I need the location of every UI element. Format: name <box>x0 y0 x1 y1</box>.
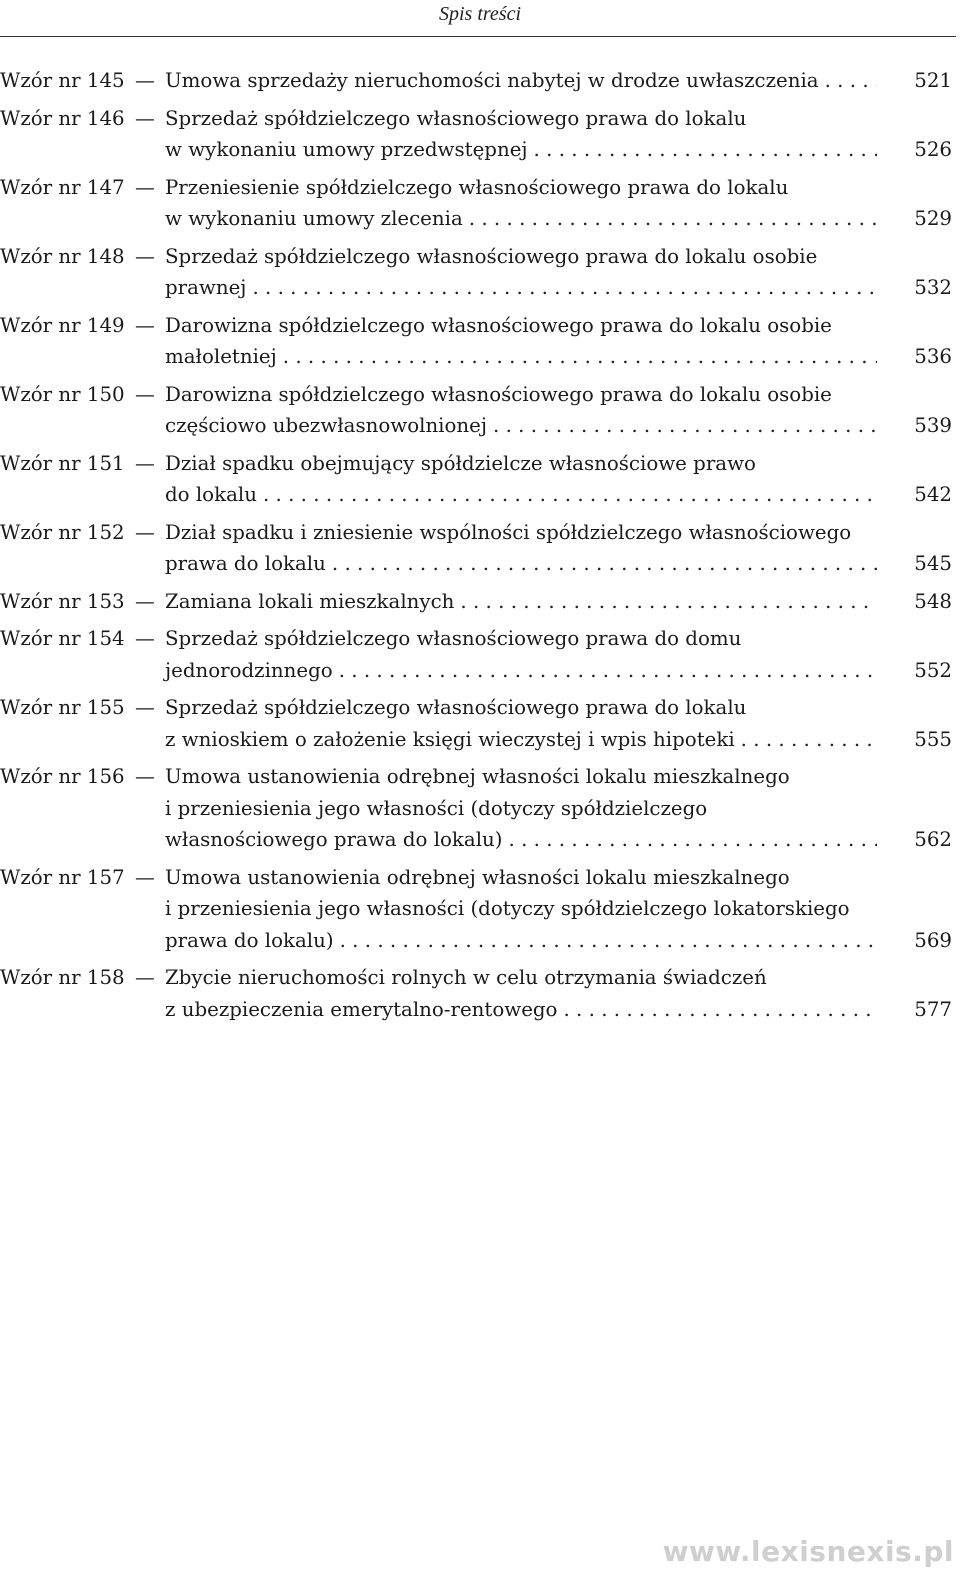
dot-leader <box>463 203 877 235</box>
toc-entry-label: Wzór nr 150 <box>0 382 125 406</box>
em-dash: — <box>135 765 155 788</box>
em-dash: — <box>135 175 155 199</box>
toc-entry[interactable] <box>0 241 952 304</box>
toc-entry-page-number: 536 <box>914 345 952 368</box>
toc-entry-title-line: Umowa sprzedaży nieruchomości nabytej w drodze uwłaszczenia <box>165 69 819 92</box>
publisher-watermark: www.lexisnexis.pl <box>662 1535 954 1568</box>
toc-entry-label: Wzór nr 147 <box>0 175 125 199</box>
dot-leader <box>503 824 878 856</box>
toc-entry[interactable] <box>0 379 952 442</box>
toc-entry-title-line: Sprzedaż spółdzielczego własnościowego prawa do lokalu osobie <box>165 244 818 268</box>
toc-entry[interactable] <box>0 862 952 957</box>
header-divider <box>0 36 956 37</box>
toc-entry-page-number: 552 <box>914 658 952 682</box>
toc-entry-label: Wzór nr 154 <box>0 627 125 650</box>
toc-entry-title-line: Sprzedaż spółdzielczego własnościowego prawa do domu <box>165 627 742 650</box>
toc-entry-title-line: z wnioskiem o założenie księgi wieczystej i wpis hipoteki <box>165 727 735 751</box>
toc-entry[interactable] <box>0 962 952 1025</box>
running-head: Spis treści <box>438 3 522 25</box>
dot-leader <box>246 272 877 304</box>
toc-entry-title-line: Sprzedaż spółdzielczego własnościowego prawa do lokalu <box>165 106 747 130</box>
toc-entry-page-number: 529 <box>914 207 952 230</box>
toc-entry-label: Wzór nr 146 <box>0 106 125 130</box>
em-dash: — <box>135 382 155 406</box>
toc-entry-title-line: jednorodzinnego <box>165 658 333 682</box>
toc-entry-label: Wzór nr 145 <box>0 69 125 92</box>
toc-entry-title-line: Sprzedaż spółdzielczego własnościowego prawa do lokalu <box>165 696 747 719</box>
toc-entry-label: Wzór nr 151 <box>0 451 125 475</box>
toc-entry-title-line: Darowizna spółdzielczego własnościowego prawa do lokalu osobie <box>165 382 832 406</box>
em-dash: — <box>135 69 155 92</box>
toc-entry-label: Wzór nr 153 <box>0 589 125 613</box>
toc-entry-title-line: własnościowego prawa do lokalu) <box>165 828 503 851</box>
toc-entry-label: Wzór nr 158 <box>0 966 125 989</box>
em-dash: — <box>135 696 155 719</box>
toc-entry[interactable] <box>0 692 952 755</box>
dot-leader <box>735 724 877 756</box>
toc-entry-page-number: 548 <box>914 589 952 613</box>
toc-entry-page-number: 539 <box>914 414 952 437</box>
toc-entry-title-line: prawa do lokalu) <box>165 928 334 952</box>
page-header <box>0 0 960 38</box>
toc-entry-page-number: 542 <box>914 483 952 506</box>
dot-leader <box>557 994 877 1026</box>
toc-entry-title-line: z ubezpieczenia emerytalno-rentowego <box>165 997 558 1021</box>
toc-entry-label: Wzór nr 156 <box>0 765 125 788</box>
dot-leader <box>333 655 877 687</box>
toc-entry-label: Wzór nr 149 <box>0 313 125 337</box>
toc-entry-label: Wzór nr 152 <box>0 520 125 544</box>
em-dash: — <box>135 451 155 475</box>
em-dash: — <box>135 627 155 650</box>
toc-entry-title-line: Darowizna spółdzielczego własnościowego prawa do lokalu osobie <box>165 313 832 337</box>
toc-entry-title-line: częściowo ubezwłasnowolnionej <box>165 414 487 437</box>
toc-entry-title-line: i przeniesienia jego własności (dotyczy spółdzielczego <box>165 796 708 820</box>
toc-entry[interactable] <box>0 65 952 97</box>
toc-entry-title-line: Zbycie nieruchomości rolnych w celu otrzymania świadczeń <box>165 966 767 989</box>
toc-entry-title-line: w wykonaniu umowy przedwstępnej <box>165 138 528 161</box>
toc-entry-title-line: Dział spadku obejmujący spółdzielcze własnościowe prawo <box>165 451 756 475</box>
toc-entry[interactable] <box>0 448 952 511</box>
toc-entry-page-number: 526 <box>914 138 952 161</box>
dot-leader <box>819 65 877 97</box>
toc-entry-title-line: do lokalu <box>165 483 257 506</box>
table-of-contents <box>0 65 952 1031</box>
em-dash: — <box>135 589 155 613</box>
dot-leader <box>528 134 877 166</box>
toc-entry-title-line: Umowa ustanowienia odrębnej własności lokalu mieszkalnego <box>165 765 790 788</box>
toc-entry-title-line: w wykonaniu umowy zlecenia <box>165 207 463 230</box>
dot-leader <box>326 548 877 580</box>
dot-leader <box>334 925 877 957</box>
em-dash: — <box>135 106 155 130</box>
em-dash: — <box>135 865 155 889</box>
dot-leader <box>277 341 877 373</box>
toc-entry-page-number: 555 <box>914 727 952 751</box>
toc-entry[interactable] <box>0 310 952 373</box>
toc-entry-page-number: 569 <box>914 928 952 952</box>
toc-entry-page-number: 521 <box>914 69 952 92</box>
toc-entry-title-line: i przeniesienia jego własności (dotyczy spółdzielczego lokatorskiego <box>165 897 850 920</box>
toc-entry-label: Wzór nr 157 <box>0 865 125 889</box>
toc-entry[interactable] <box>0 623 952 686</box>
toc-entry-page-number: 545 <box>914 552 952 575</box>
toc-entry-label: Wzór nr 148 <box>0 244 125 268</box>
toc-entry-title-line: Umowa ustanowienia odrębnej własności lokalu mieszkalnego <box>165 865 790 889</box>
em-dash: — <box>135 966 155 989</box>
toc-entry-page-number: 532 <box>914 276 952 299</box>
toc-entry-title-line: Zamiana lokali mieszkalnych <box>165 589 455 613</box>
toc-entry[interactable] <box>0 103 952 166</box>
toc-entry[interactable] <box>0 761 952 856</box>
em-dash: — <box>135 520 155 544</box>
toc-entry-title-line: prawa do lokalu <box>165 552 326 575</box>
toc-entry[interactable] <box>0 586 952 618</box>
dot-leader <box>487 410 877 442</box>
em-dash: — <box>135 313 155 337</box>
dot-leader <box>257 479 877 511</box>
toc-entry-title-line: prawnej <box>165 276 247 299</box>
toc-entry-title-line: Przeniesienie spółdzielczego własnościowego prawa do lokalu <box>165 175 789 199</box>
toc-entry-title-line: Dział spadku i zniesienie wspólności spółdzielczego własnościowego <box>165 520 852 544</box>
toc-entry[interactable] <box>0 517 952 580</box>
dot-leader <box>454 586 877 618</box>
toc-entry-label: Wzór nr 155 <box>0 696 125 719</box>
toc-entry-title-line: małoletniej <box>165 345 277 368</box>
toc-entry-page-number: 562 <box>914 828 952 851</box>
toc-entry[interactable] <box>0 172 952 235</box>
em-dash: — <box>135 244 155 268</box>
toc-entry-page-number: 577 <box>914 997 952 1021</box>
